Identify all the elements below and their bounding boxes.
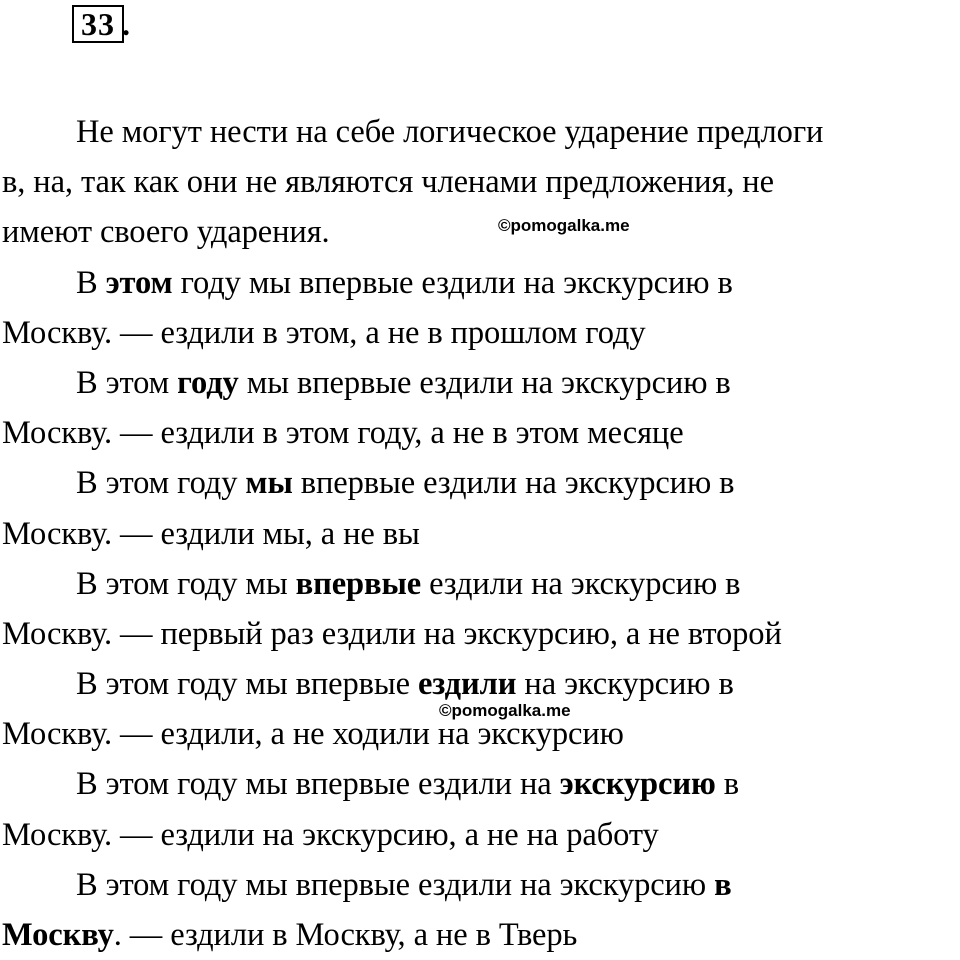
- example-3-sentence: [2, 458, 958, 508]
- example-3-pre: В этом году: [76, 465, 246, 502]
- intro-line-3: имеют своего ударения.: [2, 214, 330, 251]
- watermark-middle: ©pomogalka.me: [439, 701, 571, 720]
- example-1-sentence: [2, 258, 958, 308]
- task-number-dot: .: [122, 5, 130, 42]
- answer-text: [2, 107, 958, 960]
- example-4-sentence: [2, 559, 958, 609]
- example-7-stressed-word: в: [714, 866, 732, 903]
- example-6-sentence: [2, 759, 958, 809]
- example-1-pre: В: [76, 264, 106, 301]
- intro-line-2: в, на, так как они не являются членами предложения, не: [2, 164, 774, 201]
- example-6-line2: Москву. — ездили на экскурсию, а не на работу: [2, 816, 659, 853]
- example-6-pre: В этом году мы впервые ездили на: [76, 766, 560, 803]
- example-1-post: году мы впервые ездили на экскурсию в: [172, 264, 733, 301]
- example-4-pre: В этом году мы: [76, 565, 296, 602]
- example-6-post: в: [715, 766, 739, 803]
- task-number-box: 33: [72, 5, 124, 43]
- example-2-stressed-word: году: [177, 364, 239, 401]
- example-4-stressed-word: впервые: [295, 565, 422, 602]
- example-7-stressed-word-2: Москву: [2, 917, 114, 953]
- watermark-top: ©pomogalka.me: [498, 216, 630, 235]
- example-1-stressed-word: этом: [105, 264, 173, 301]
- example-2-pre: В этом: [76, 364, 178, 401]
- example-3-explanation: [2, 509, 958, 559]
- example-2-explanation: [2, 408, 958, 458]
- example-6-explanation: [2, 810, 958, 860]
- example-7-explanation: [2, 910, 958, 960]
- example-5-stressed-word: ездили: [417, 666, 517, 703]
- example-1-explanation: [2, 308, 958, 358]
- example-7-line2: . — ездили в Москву, а не в Тверь: [113, 917, 578, 953]
- example-5-pre: В этом году мы впервые: [76, 666, 418, 703]
- example-2-post: мы впервые ездили на экскурсию в: [238, 364, 731, 401]
- example-1-line2: Москву. — ездили в этом, а не в прошлом году: [2, 314, 646, 351]
- task-number: [72, 4, 130, 44]
- example-6-stressed-word: экскурсию: [559, 766, 716, 803]
- example-3-stressed-word: мы: [245, 465, 293, 502]
- example-5-post: на экскурсию в: [516, 666, 734, 703]
- example-7-pre: В этом году мы впервые ездили на экскурсию: [76, 866, 715, 903]
- example-2-sentence: [2, 358, 958, 408]
- example-7-sentence: [2, 860, 958, 910]
- example-3-line2: Москву. — ездили мы, а не вы: [2, 515, 420, 552]
- intro-line-1: Не могут нести на себе логическое ударение предлоги: [76, 114, 824, 150]
- example-4-line2: Москву. — первый раз ездили на экскурсию, а не второй: [2, 615, 782, 652]
- example-3-post: впервые ездили на экскурсию в: [292, 465, 735, 502]
- example-4-explanation: [2, 609, 958, 659]
- example-2-line2: Москву. — ездили в этом году, а не в этом месяце: [2, 415, 684, 452]
- example-5-line2: Москву. — ездили, а не ходили на экскурсию: [2, 716, 624, 753]
- example-4-post: ездили на экскурсию в: [421, 565, 741, 602]
